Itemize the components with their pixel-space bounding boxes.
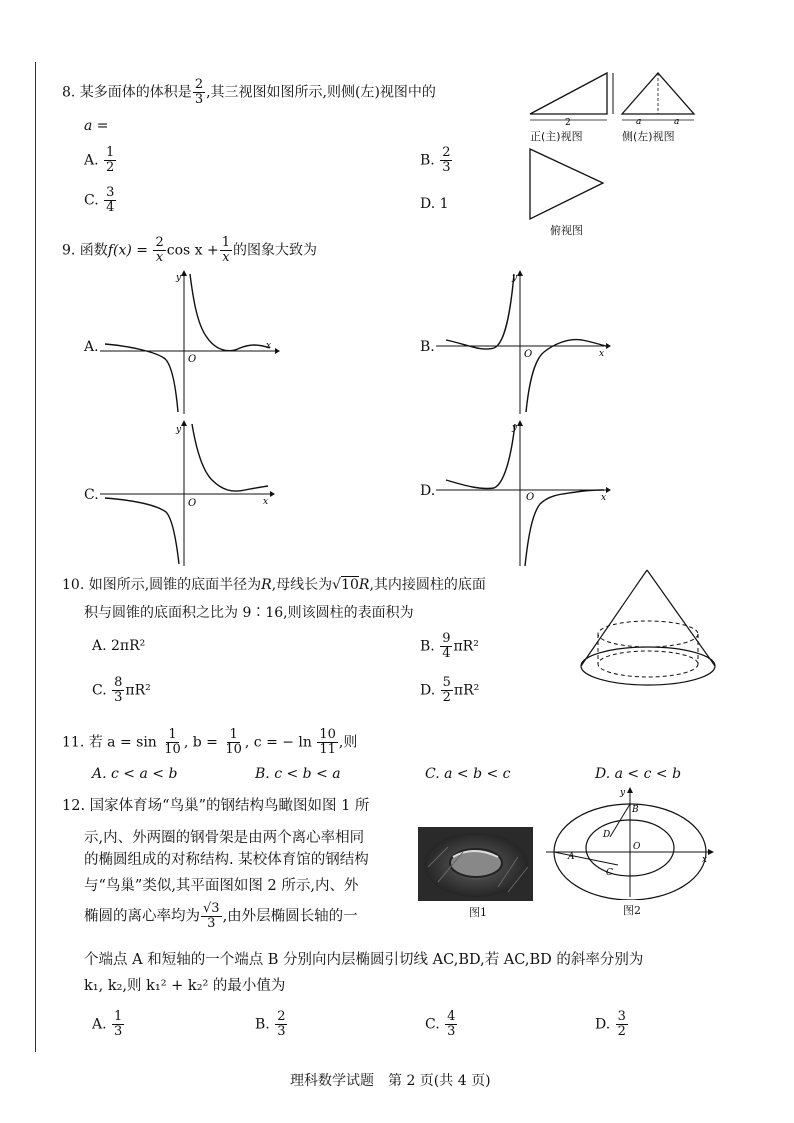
fig2-point-d: D <box>603 830 611 840</box>
q9-graph-d[interactable] <box>436 418 616 568</box>
graph-b-origin: O <box>524 349 533 360</box>
q12-line7: k₁, k₂,则 k₁² + k₂² 的最小值为 <box>84 978 286 994</box>
q8-option-a[interactable] <box>84 146 117 175</box>
q9-option-c-label[interactable]: C. <box>84 487 99 503</box>
q8-opt-c-den: 4 <box>106 200 115 215</box>
q12-figure1-photo <box>418 827 533 901</box>
q10-stem-line2: 积与圆锥的底面积之比为 9∶16,则该圆柱的表面积为 <box>84 605 414 621</box>
q9-graph-b[interactable] <box>436 268 616 416</box>
q10-opt-d-num: 5 <box>442 675 451 690</box>
q12-option-d[interactable] <box>595 1010 629 1039</box>
q9-t2-den: x <box>222 250 230 265</box>
q9-t2-num: 1 <box>221 235 230 250</box>
q10-option-c[interactable] <box>92 676 151 705</box>
q11-stem <box>62 728 357 757</box>
fig2-point-b: B <box>632 805 639 815</box>
q10-opt-d-tail: πR² <box>453 682 480 699</box>
q12-opt-c-den: 3 <box>447 1024 456 1039</box>
q12-opt-c-label: C. <box>425 1016 440 1033</box>
q12-line6: 个端点 A 和短轴的一个端点 B 分别向内层椭圆引切线 AC,BD,若 AC,BD 的斜率分别为 <box>84 952 644 968</box>
q10-option-a[interactable]: A. 2πR² <box>92 638 146 654</box>
q12-opt-b-label: B. <box>255 1016 270 1033</box>
fig2-origin: O <box>633 842 641 852</box>
q8-front-caption: 正(主)视图 <box>530 130 583 143</box>
graph-d-y-label: y <box>512 423 518 433</box>
q10-opt-c-num: 8 <box>114 675 123 690</box>
q10-opt-b-label: B. <box>420 638 435 655</box>
q11-c-num: 10 <box>319 727 336 742</box>
q8-opt-b-label: B. <box>420 152 435 169</box>
q8-opt-b-den: 3 <box>442 160 451 175</box>
q10-stem-a3: ,其内接圆柱的底面 <box>369 577 486 593</box>
q10-opt-b-den: 4 <box>442 646 451 661</box>
q8-top-view <box>525 145 610 223</box>
q12-opt-a-den: 3 <box>114 1024 123 1039</box>
q12-opt-b-num: 2 <box>277 1009 286 1024</box>
q9-option-a-label[interactable]: A. <box>84 339 99 355</box>
q8-vol-num: 2 <box>194 77 204 92</box>
q12-opt-d-label: D. <box>595 1016 611 1033</box>
q11-stem-d: ,则 <box>338 734 358 751</box>
q10-opt-c-den: 3 <box>114 690 123 705</box>
q11-option-c[interactable]: C. a < b < c <box>425 766 511 782</box>
front-view-triangle <box>530 73 607 114</box>
graph-d-origin: O <box>526 492 535 503</box>
q11-stem-b: , b = <box>183 734 218 751</box>
q8-stem-text-a: 8. 某多面体的体积是 <box>62 84 192 101</box>
graph-a-origin: O <box>188 354 197 365</box>
q9-t1-num: 2 <box>155 235 164 250</box>
graph-c-x-label: x <box>263 497 269 507</box>
q8-option-b[interactable] <box>420 146 453 175</box>
q10-R: R <box>261 577 272 593</box>
side-view-dim-right: a <box>674 117 680 127</box>
q10-opt-b-tail: πR² <box>453 638 479 655</box>
page-footer: 理科数学试题 第 2 页(共 4 页) <box>290 1073 491 1089</box>
q12-option-b[interactable] <box>255 1010 288 1039</box>
side-view-dim-left: a <box>636 117 642 127</box>
page-margin-line <box>35 62 36 1052</box>
q12-figure2-diagram <box>540 785 720 900</box>
q9-stem-a: 9. 函数 <box>62 242 108 259</box>
q8-opt-a-label: A. <box>84 152 99 169</box>
q11-option-a[interactable]: A. c < a < b <box>92 766 178 782</box>
graph-a-y-label: y <box>176 273 182 283</box>
q9-option-b-label[interactable]: B. <box>420 339 435 355</box>
q8-front-view <box>525 68 615 128</box>
graph-b-y-label: y <box>512 273 518 283</box>
q10-stem-line1 <box>62 574 486 594</box>
q12-option-c[interactable] <box>425 1010 458 1039</box>
q12-figure2-caption: 图2 <box>623 904 641 917</box>
q10-R2: R <box>358 577 370 593</box>
q10-opt-c-tail: πR² <box>125 682 151 699</box>
q12-line5a: 椭圆的离心率均为 <box>84 908 200 925</box>
q10-option-d[interactable] <box>420 676 479 705</box>
q12-opt-a-label: A. <box>92 1016 107 1033</box>
q10-opt-b-num: 9 <box>442 631 451 646</box>
q10-sqrt-value: 10 <box>341 577 359 593</box>
q9-t1-den: x <box>155 250 164 265</box>
q12-line2: 示,内、外两圈的钢骨架是由两个离心率相同 <box>84 830 365 846</box>
q10-stem-a1: 10. 如图所示,圆锥的底面半径为 <box>62 577 262 593</box>
q10-option-b[interactable] <box>420 632 479 661</box>
front-view-dim-label: 2 <box>565 118 571 128</box>
q9-mid: cos x + <box>166 242 219 259</box>
q11-stem-c: , c = − ln <box>244 734 312 751</box>
q9-option-d-label[interactable]: D. <box>420 483 436 499</box>
graph-b-x-label: x <box>599 349 605 359</box>
q9-stem <box>62 236 317 265</box>
q12-line3: 的椭圆组成的对称结构. 某校体育馆的钢结构 <box>84 852 369 868</box>
q8-option-c[interactable] <box>84 186 117 215</box>
q10-opt-c-label: C. <box>92 682 107 699</box>
q12-line4: 与“鸟巢”类似,其平面图如图 2 所示,内、外 <box>84 878 359 894</box>
q8-side-view <box>618 68 698 128</box>
q12-opt-d-num: 3 <box>617 1009 626 1024</box>
q8-opt-b-num: 2 <box>442 145 451 160</box>
q12-e-den: 3 <box>207 916 216 931</box>
q11-stem-a: 11. 若 a = sin <box>62 734 157 751</box>
q10-stem-a2: ,母线长为 <box>271 577 333 593</box>
q11-s-num: 1 <box>168 727 177 742</box>
q10-opt-d-den: 2 <box>442 690 451 705</box>
q8-opt-a-den: 2 <box>106 160 115 175</box>
q11-option-b[interactable]: B. c < b < a <box>255 766 341 782</box>
graph-c-y-label: y <box>176 425 182 435</box>
q10-opt-d-label: D. <box>420 682 436 699</box>
q8-opt-a-num: 1 <box>106 145 115 160</box>
fig2-point-a: A <box>568 852 575 862</box>
graph-d-x-label: x <box>601 493 607 503</box>
q9-function-name: f(x) = <box>107 242 148 259</box>
q10-sqrt: √10 <box>332 577 359 593</box>
q8-stem-a: a = <box>84 118 109 134</box>
q8-vol-den: 3 <box>194 92 204 107</box>
q8-volume-fraction <box>193 78 205 107</box>
q11-s-den: 10 <box>164 742 181 757</box>
q12-line5b: ,由外层椭圆长轴的一 <box>222 908 358 925</box>
q12-e-num: √3 <box>203 901 220 916</box>
fig2-point-c: C <box>606 868 613 878</box>
q12-figure1-caption: 图1 <box>469 906 487 919</box>
q12-opt-d-den: 2 <box>617 1024 626 1039</box>
q12-line1: 12. 国家体育场“鸟巢”的钢结构鸟瞰图如图 1 所 <box>62 798 370 814</box>
q8-side-caption: 侧(左)视图 <box>622 130 675 143</box>
q8-opt-c-num: 3 <box>106 185 115 200</box>
q9-stem-b: 的图象大致为 <box>233 242 317 259</box>
top-view-triangle <box>530 149 603 219</box>
q11-c-den: 11 <box>319 742 336 757</box>
graph-a-x-label: x <box>266 341 272 351</box>
q9-graph-c[interactable] <box>100 418 280 568</box>
q8-top-caption: 俯视图 <box>550 224 583 237</box>
q11-b-num: 1 <box>229 727 238 742</box>
q8-opt-c-label: C. <box>84 192 99 209</box>
q8-stem <box>62 78 436 107</box>
q10-cone-figure <box>575 566 725 691</box>
q12-opt-a-num: 1 <box>114 1009 123 1024</box>
q12-opt-c-num: 4 <box>447 1009 456 1024</box>
graph-c-origin: O <box>188 498 197 509</box>
fig2-x-label: x <box>702 855 708 865</box>
q9-graph-a[interactable] <box>100 268 280 416</box>
q11-b-den: 10 <box>225 742 242 757</box>
q12-opt-b-den: 3 <box>277 1024 286 1039</box>
fig2-y-label: y <box>620 788 626 798</box>
q12-line5 <box>84 902 358 931</box>
q8-option-d[interactable]: D. 1 <box>420 196 449 212</box>
q12-option-a[interactable] <box>92 1010 125 1039</box>
q8-stem-text-b: ,其三视图如图所示,则侧(左)视图中的 <box>206 84 436 101</box>
q11-option-d[interactable]: D. a < c < b <box>595 766 682 782</box>
